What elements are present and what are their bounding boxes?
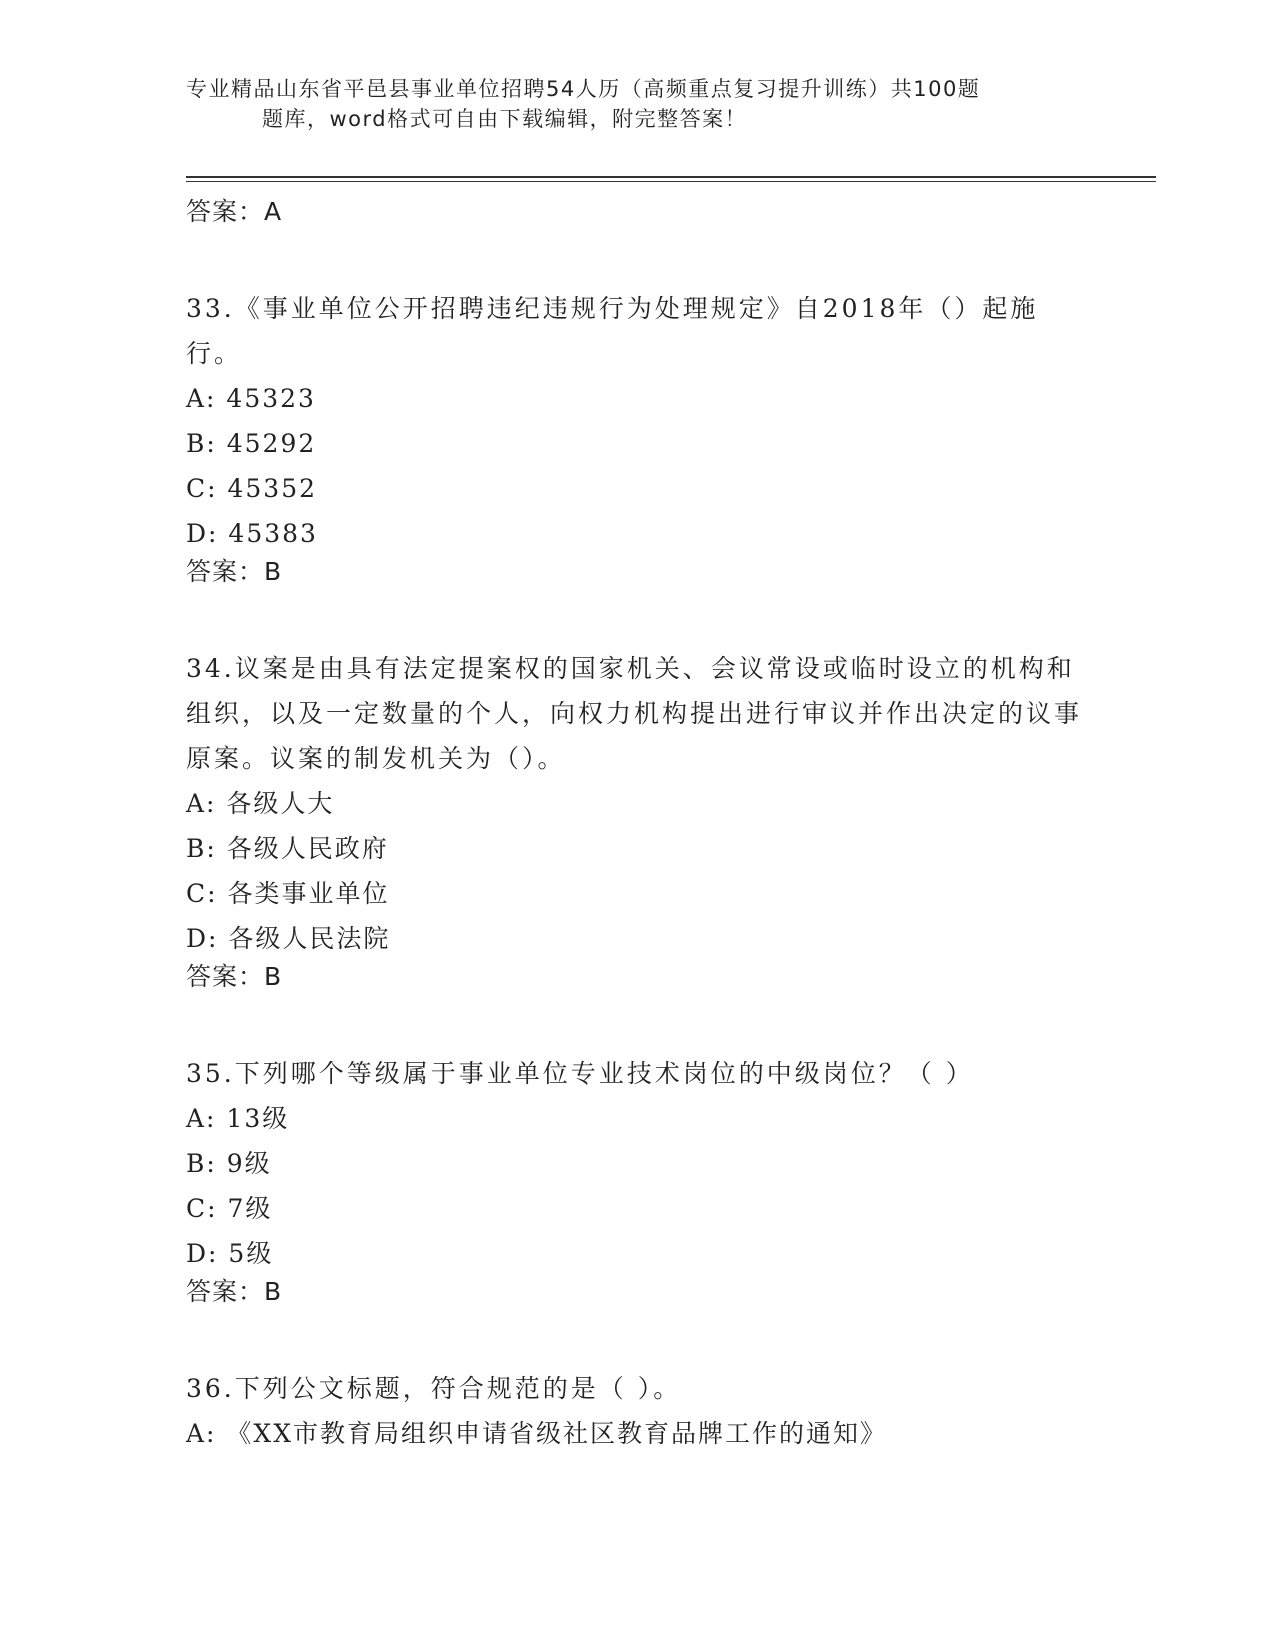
option-d: D: 各级人民法院 [186,924,391,953]
answer-line: 答案：A [186,197,283,226]
option-c: C: 45352 [186,474,318,503]
header-line-2: 题库，word格式可自由下载编辑，附完整答案！ [262,107,748,131]
answer-line: 答案：B [186,1277,283,1306]
answer-line: 答案：B [186,557,283,586]
option-a: A: 《XX市教育局组织申请省级社区教育品牌工作的通知》 [186,1419,888,1448]
question-stem: 34.议案是由具有法定提案权的国家机关、会议常设或临时设立的机构和组织，以及一定数量的个人，向权力机构提出进行审议并作出决定的议事原案。议案的制发机关为（）。 [186,654,1083,773]
question-stem: 35.下列哪个等级属于事业单位专业技术岗位的中级岗位？（ ） [186,1059,974,1088]
question-stem: 33.《事业单位公开招聘违纪违规行为处理规定》自2018年（）起施行。 [186,294,1039,368]
header-divider-thick [186,176,1156,178]
header-line-1: 专业精品山东省平邑县事业单位招聘54人历（高频重点复习提升训练）共100题 [186,77,981,101]
option-b: B: 各级人民政府 [186,834,389,863]
option-c: C: 各类事业单位 [186,879,390,908]
document-header [186,74,1086,134]
question-stem: 36.下列公文标题，符合规范的是（ ）。 [186,1374,682,1403]
question-block [186,1366,1086,1456]
option-a: A: 13级 [186,1104,290,1133]
question-list [186,196,1086,1456]
answer-line: 答案：B [186,962,283,991]
header-divider-thin [186,181,1156,182]
option-d: D: 5级 [186,1239,274,1268]
question-block [186,286,1086,588]
option-d: D: 45383 [186,519,318,548]
question-block [186,1051,1086,1308]
option-a: A: 45323 [186,384,316,413]
option-a: A: 各级人大 [186,789,335,818]
option-b: B: 9级 [186,1149,272,1178]
option-b: B: 45292 [186,429,317,458]
question-block [186,646,1086,993]
option-c: C: 7级 [186,1194,273,1223]
